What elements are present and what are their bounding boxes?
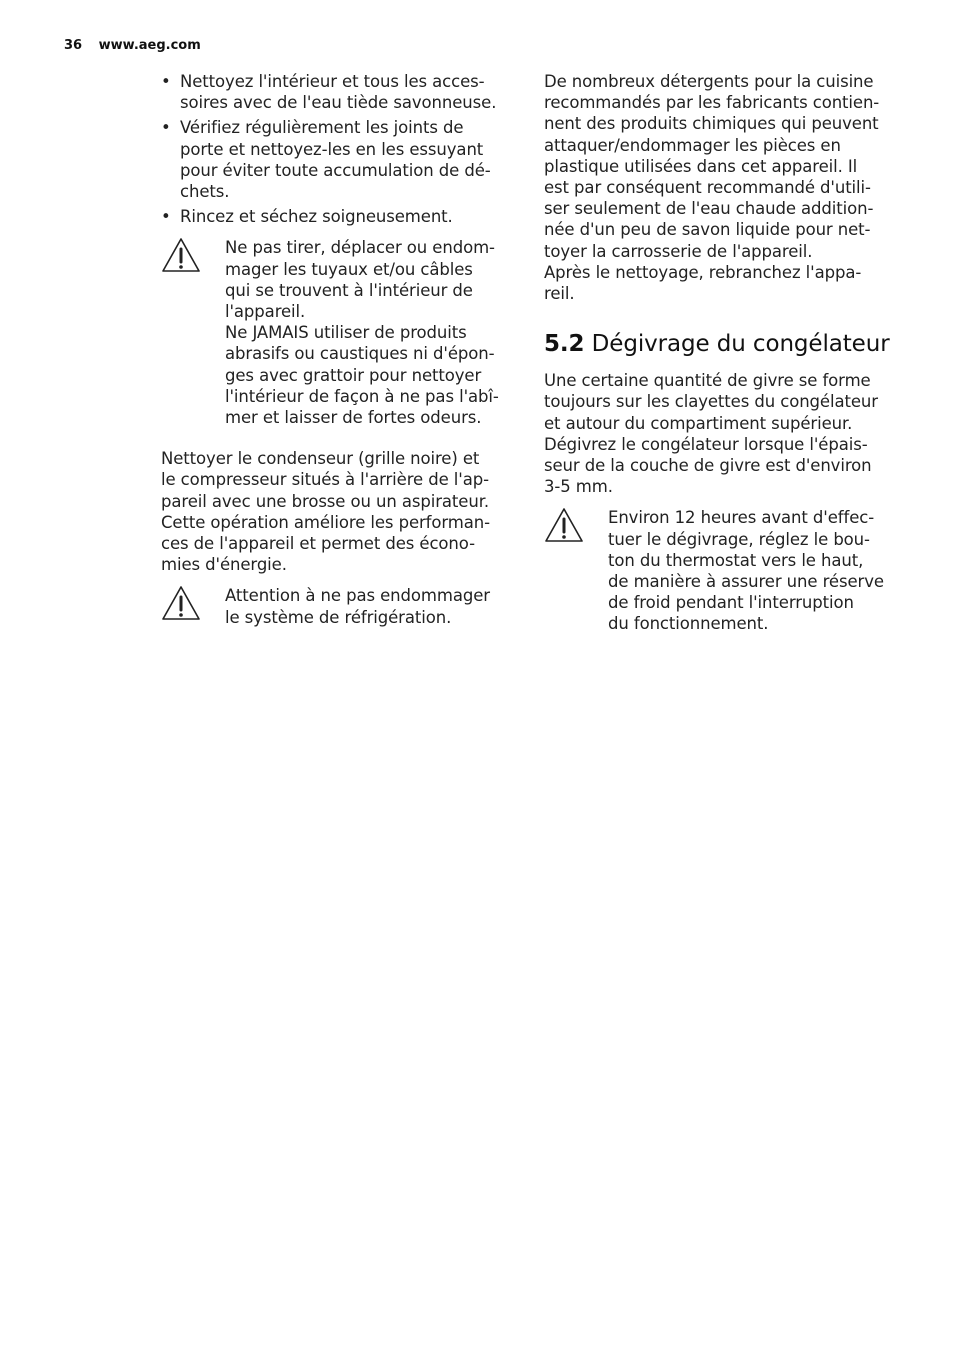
left-column	[161, 71, 519, 628]
section-heading	[544, 330, 904, 358]
bullet-dot: •	[161, 72, 171, 91]
text-line: porte et nettoyez-les en les essuyant	[180, 139, 484, 159]
text-line: et autour du compartiment supérieur.	[544, 413, 853, 433]
section-number: 5.2	[544, 331, 585, 358]
text-line: soires avec de l'eau tiède savonneuse.	[180, 93, 497, 113]
text-line: tuer le dégivrage, réglez le bou-	[608, 529, 870, 549]
text-line: le système de réfrigération.	[225, 607, 452, 627]
warning-triangle-icon	[161, 585, 201, 621]
text-line: Cette opération améliore les performan-	[161, 512, 490, 532]
text-line: Après le nettoyage, rebranchez l'appa-	[544, 262, 862, 282]
text-line: Nettoyez l'intérieur et tous les acces-	[180, 72, 485, 91]
bullet-item	[161, 117, 519, 202]
text-line: plastique utilisées dans cet appareil. Il	[544, 156, 858, 176]
warning-triangle-icon	[161, 237, 201, 273]
website-url: www.aeg.com	[98, 38, 201, 53]
text-line: de froid pendant l'interruption	[608, 593, 854, 613]
text-line: le compresseur situés à l'arrière de l'ap-	[161, 470, 489, 490]
warning-triangle-icon	[544, 507, 584, 543]
text-line: qui se trouvent à l'intérieur de	[225, 280, 473, 300]
text-line: recommandés par les fabricants contien-	[544, 93, 880, 113]
text-line: ces de l'appareil et permet des écono-	[161, 534, 475, 554]
cleaning-bullet-list	[161, 71, 519, 227]
bullet-item	[161, 71, 519, 113]
text-line: Rincez et séchez soigneusement.	[180, 207, 453, 227]
text-line: Vérifiez régulièrement les joints de	[180, 118, 464, 138]
condenser-paragraph	[161, 448, 519, 575]
text-line: nent des produits chimiques qui peuvent	[544, 114, 879, 134]
text-line: De nombreux détergents pour la cuisine	[544, 72, 874, 91]
bullet-dot: •	[161, 118, 171, 138]
text-line: chets.	[180, 182, 230, 202]
bullet-item	[161, 206, 519, 227]
text-line: l'intérieur de façon à ne pas l'abî-	[225, 386, 499, 406]
text-line: ges avec grattoir pour nettoyer	[225, 365, 482, 385]
text-line: reil.	[544, 284, 575, 304]
text-line: seur de la couche de givre est d'environ	[544, 456, 872, 476]
text-line: pour éviter toute accumulation de dé-	[180, 160, 491, 180]
text-line: est par conséquent recommandé d'utili-	[544, 178, 871, 198]
bullet-dot: •	[161, 207, 171, 227]
text-line: du fonctionnement.	[608, 614, 769, 634]
page-header	[64, 38, 201, 53]
text-line: abrasifs ou caustiques ni d'épon-	[225, 344, 495, 364]
text-line: l'appareil.	[225, 302, 306, 322]
text-line: de manière à assurer une réserve	[608, 572, 884, 592]
text-line: 3-5 mm.	[544, 477, 613, 497]
text-line: mager les tuyaux et/ou câbles	[225, 259, 473, 279]
warning-block	[161, 237, 519, 428]
warning-block	[544, 507, 904, 634]
text-line: Environ 12 heures avant d'effec-	[608, 508, 875, 528]
text-line: Attention à ne pas endommager	[225, 586, 490, 606]
text-line: Ne pas tirer, déplacer ou endom-	[225, 238, 495, 258]
text-line: Nettoyer le condenseur (grille noire) et	[161, 449, 480, 469]
text-line: toyer la carrosserie de l'appareil.	[544, 241, 813, 261]
warning-block	[161, 585, 519, 627]
text-line: ton du thermostat vers le haut,	[608, 550, 864, 570]
page-number: 36	[64, 38, 83, 53]
text-line: attaquer/endommager les pièces en	[544, 135, 841, 155]
text-line: mies d'énergie.	[161, 555, 287, 575]
text-line: Ne JAMAIS utiliser de produits	[225, 323, 467, 343]
text-line: Une certaine quantité de givre se forme	[544, 371, 871, 391]
text-line: pareil avec une brosse ou un aspirateur.	[161, 491, 490, 511]
text-line: ser seulement de l'eau chaude addition-	[544, 199, 874, 219]
detergent-paragraph	[544, 71, 904, 304]
text-line: toujours sur les clayettes du congélateur	[544, 392, 878, 412]
text-line: née d'un peu de savon liquide pour net-	[544, 220, 871, 240]
section-title: Dégivrage du congélateur	[591, 331, 890, 358]
text-line: mer et laisser de fortes odeurs.	[225, 408, 482, 428]
text-line: Dégivrez le congélateur lorsque l'épais-	[544, 434, 868, 454]
right-column	[544, 71, 904, 635]
defrost-paragraph	[544, 370, 904, 497]
